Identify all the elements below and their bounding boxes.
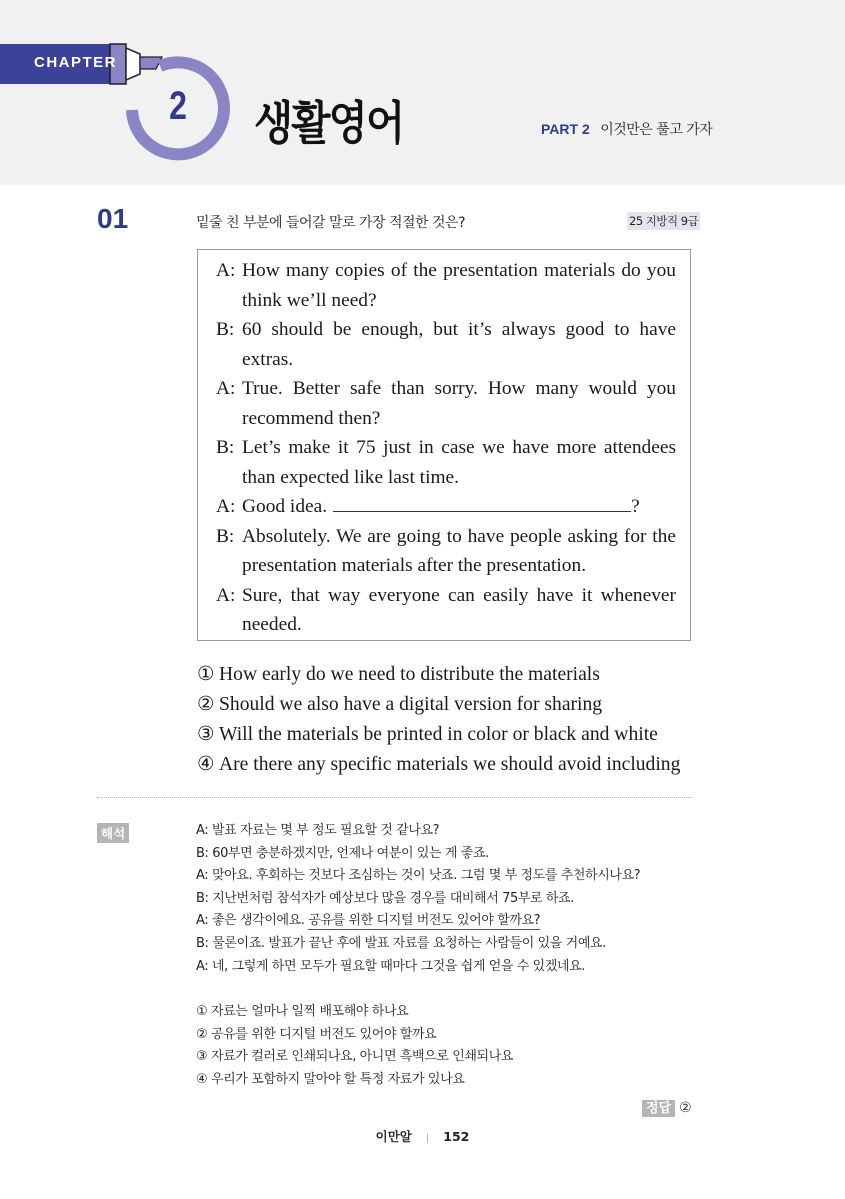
translation-line: A: 네, 그렇게 하면 모두가 필요할 때마다 그것을 쉽게 얻을 수 있겠네요. (196, 958, 586, 974)
speaker-label: B: (216, 319, 235, 340)
option-number: ④ (197, 754, 215, 775)
translation-option: ④ 우리가 포함하지 말아야 할 특정 자료가 있나요 (196, 1071, 465, 1087)
turn-text: Good idea. (242, 496, 328, 517)
dialogue-turn (216, 581, 676, 640)
dialogue-turn (216, 256, 676, 315)
translation-option: ③ 자료가 컬러로 인쇄되나요, 아니면 흑백으로 인쇄되나요 (196, 1049, 514, 1065)
dialogue-turn (216, 522, 676, 581)
dialogue-turn (216, 315, 676, 374)
chapter-label: CHAPTER (34, 54, 118, 71)
book-title: 이만알 (375, 1129, 412, 1144)
part-heading (541, 119, 712, 139)
speaker-label: B: (216, 525, 235, 547)
translation-option: ② 공유를 위한 디지털 버전도 있어야 할까요 (196, 1026, 437, 1042)
answer-key (642, 1097, 692, 1116)
speaker-label: B: (216, 437, 235, 458)
blank-suffix: ? (631, 496, 640, 517)
translation-line: B: 지난번처럼 참석자가 예상보다 많을 경우를 대비해서 75부로 하죠. (196, 890, 574, 906)
chapter-header (0, 0, 845, 185)
speaker-label: A: (216, 260, 236, 281)
option-text: Will the materials be printed in color or black and white (219, 724, 658, 745)
option-number: ① (197, 664, 215, 685)
option-text: Are there any specific materials we should avoid including (219, 754, 681, 775)
translation-label: 해석 (97, 823, 129, 843)
question-number: 01 (97, 203, 129, 234)
translation-prefix: A: 좋은 생각이에요. (196, 913, 309, 929)
option-number: ② (197, 694, 215, 715)
translation-dialogue (196, 820, 640, 978)
dialogue-turn (216, 374, 676, 433)
part-subtitle: 이것만은 풀고 가자 (600, 122, 713, 138)
option-1[interactable] (197, 660, 680, 690)
turn-text: 60 should be enough, but it’s always good to have extras. (242, 319, 676, 370)
dialogue-turn-blank (216, 492, 676, 522)
translation-line-answer (196, 910, 640, 933)
part-label: PART 2 (541, 121, 590, 137)
option-3[interactable] (197, 720, 680, 750)
option-text: Should we also have a digital version for sharing (219, 694, 603, 715)
answer-options (197, 660, 680, 780)
dialogue (216, 256, 676, 640)
turn-text: Absolutely. We are going to have people asking for the presentation materials after the presentation. (242, 525, 676, 576)
answer-label: 정답 (642, 1100, 675, 1117)
page-number: 152 (443, 1129, 470, 1144)
translation-option: ① 자료는 얼마나 일찍 배포해야 하나요 (196, 1004, 409, 1019)
underlined-answer: 공유를 위한 디지털 버전도 있어야 할까요? (308, 913, 541, 929)
speaker-label: A: (216, 496, 236, 517)
answer-blank (333, 493, 631, 512)
turn-text: How many copies of the presentation materials do you think we’ll need? (242, 260, 676, 311)
translation-line: A: 발표 자료는 몇 부 정도 필요할 것 같나요? (196, 823, 440, 838)
speaker-label: A: (216, 378, 236, 399)
section-divider (97, 797, 693, 798)
translation-options (196, 1001, 513, 1091)
chapter-number: 2 (169, 84, 187, 128)
speaker-label: A: (216, 584, 236, 606)
answer-value: ② (679, 1100, 692, 1116)
turn-text: Sure, that way everyone can easily have it whenever needed. (242, 584, 676, 635)
translation-line: B: 60부면 충분하겠지만, 언제나 여분이 있는 게 좋죠. (196, 845, 489, 861)
option-2[interactable] (197, 690, 680, 720)
footer-separator: | (425, 1133, 430, 1144)
translation-line: A: 맞아요. 후회하는 것보다 조심하는 것이 낫죠. 그럼 몇 부 정도를 추천하시나요? (196, 868, 641, 884)
option-text: How early do we need to distribute the materials (219, 664, 600, 685)
option-4[interactable] (197, 750, 680, 780)
chapter-title: 생활영어 (254, 96, 404, 150)
question-prompt: 밑줄 친 부분에 들어갈 말로 가장 적절한 것은? (196, 215, 466, 231)
source-badge: 25 지방직 9급 (629, 214, 699, 228)
translation-line: B: 물론이죠. 발표가 끝난 후에 발표 자료를 요청하는 사람들이 있을 거예요. (196, 935, 606, 951)
turn-text: Let’s make it 75 just in case we have more attendees than expected like last time. (242, 437, 676, 488)
turn-text: True. Better safe than sorry. How many would you recommend then? (242, 378, 676, 429)
dialogue-turn (216, 433, 676, 492)
page-footer (0, 1127, 845, 1145)
option-number: ③ (197, 724, 215, 745)
